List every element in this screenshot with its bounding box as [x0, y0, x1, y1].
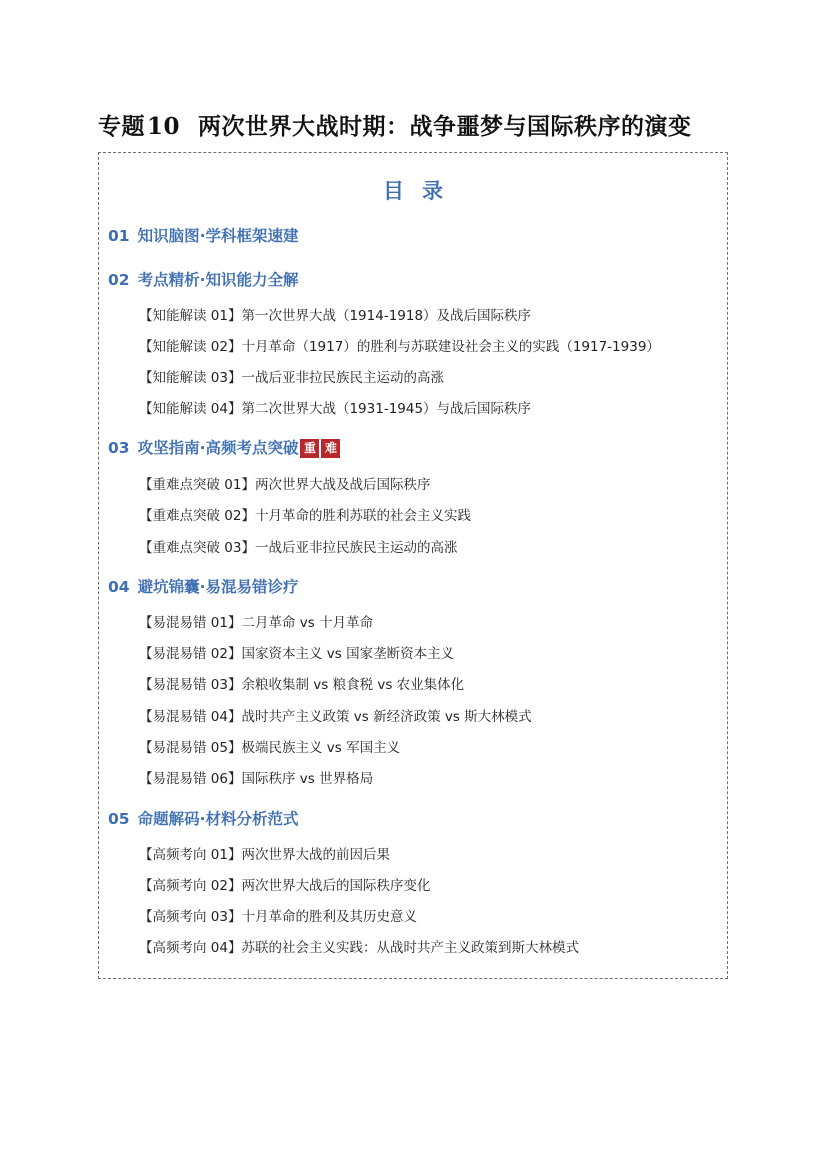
toc-item[interactable]: 【知能解读 04】第二次世界大战（1931-1945）与战后国际秩序 — [139, 401, 532, 417]
toc-item[interactable]: 【易混易错 04】战时共产主义政策 vs 新经济政策 vs 斯大林模式 — [139, 709, 532, 725]
section-number: 04 — [108, 578, 130, 596]
toc-item[interactable]: 【重难点突破 02】十月革命的胜利苏联的社会主义实践 — [139, 508, 471, 524]
toc-item[interactable]: 【易混易错 05】极端民族主义 vs 军国主义 — [139, 740, 401, 756]
section-label: 攻坚指南·高频考点突破 — [137, 439, 299, 457]
title-main: 两次世界大战时期：战争噩梦与国际秩序的演变 — [198, 114, 692, 140]
toc-section-03[interactable] — [108, 436, 340, 458]
section-number: 01 — [108, 227, 130, 245]
section-number: 02 — [108, 271, 130, 289]
section-label: 避坑锦囊·易混易错诊疗 — [137, 578, 299, 596]
toc-item[interactable]: 【重难点突破 01】两次世界大战及战后国际秩序 — [139, 477, 431, 493]
badge-nan: 难 — [321, 439, 340, 458]
table-of-contents — [98, 152, 728, 979]
toc-item[interactable]: 【易混易错 01】二月革命 vs 十月革命 — [139, 615, 374, 631]
toc-item[interactable]: 【知能解读 03】一战后亚非拉民族民主运动的高涨 — [139, 370, 444, 386]
title-number: 10 — [147, 113, 181, 140]
badge-zhong: 重 — [300, 439, 319, 458]
toc-section-02[interactable] — [108, 268, 298, 290]
toc-item[interactable]: 【高频考向 04】苏联的社会主义实践：从战时共产主义政策到斯大林模式 — [139, 940, 579, 956]
section-number: 03 — [108, 439, 130, 457]
title-prefix: 专题 — [98, 114, 145, 140]
toc-item[interactable]: 【易混易错 02】国家资本主义 vs 国家垄断资本主义 — [139, 646, 455, 662]
section-label: 命题解码·材料分析范式 — [137, 810, 299, 828]
section-number: 05 — [108, 810, 130, 828]
toc-heading: 目录 — [383, 179, 461, 203]
toc-item[interactable]: 【知能解读 02】十月革命（1917）的胜利与苏联建设社会主义的实践（1917-1939） — [139, 339, 660, 355]
section-label: 知识脑图·学科框架速建 — [137, 227, 299, 245]
page-title — [98, 108, 738, 141]
toc-section-04[interactable] — [108, 575, 298, 597]
toc-item[interactable]: 【易混易错 03】余粮收集制 vs 粮食税 vs 农业集体化 — [139, 677, 465, 693]
toc-item[interactable]: 【重难点突破 03】一战后亚非拉民族民主运动的高涨 — [139, 540, 458, 556]
toc-item[interactable]: 【高频考向 03】十月革命的胜利及其历史意义 — [139, 909, 417, 925]
section-label: 考点精析·知识能力全解 — [137, 271, 299, 289]
toc-item[interactable]: 【高频考向 01】两次世界大战的前因后果 — [139, 847, 390, 863]
toc-section-01[interactable] — [108, 224, 298, 246]
toc-item[interactable]: 【易混易错 06】国际秩序 vs 世界格局 — [139, 771, 374, 787]
toc-item[interactable]: 【知能解读 01】第一次世界大战（1914-1918）及战后国际秩序 — [139, 308, 532, 324]
toc-section-05[interactable] — [108, 807, 298, 829]
toc-item[interactable]: 【高频考向 02】两次世界大战后的国际秩序变化 — [139, 878, 431, 894]
